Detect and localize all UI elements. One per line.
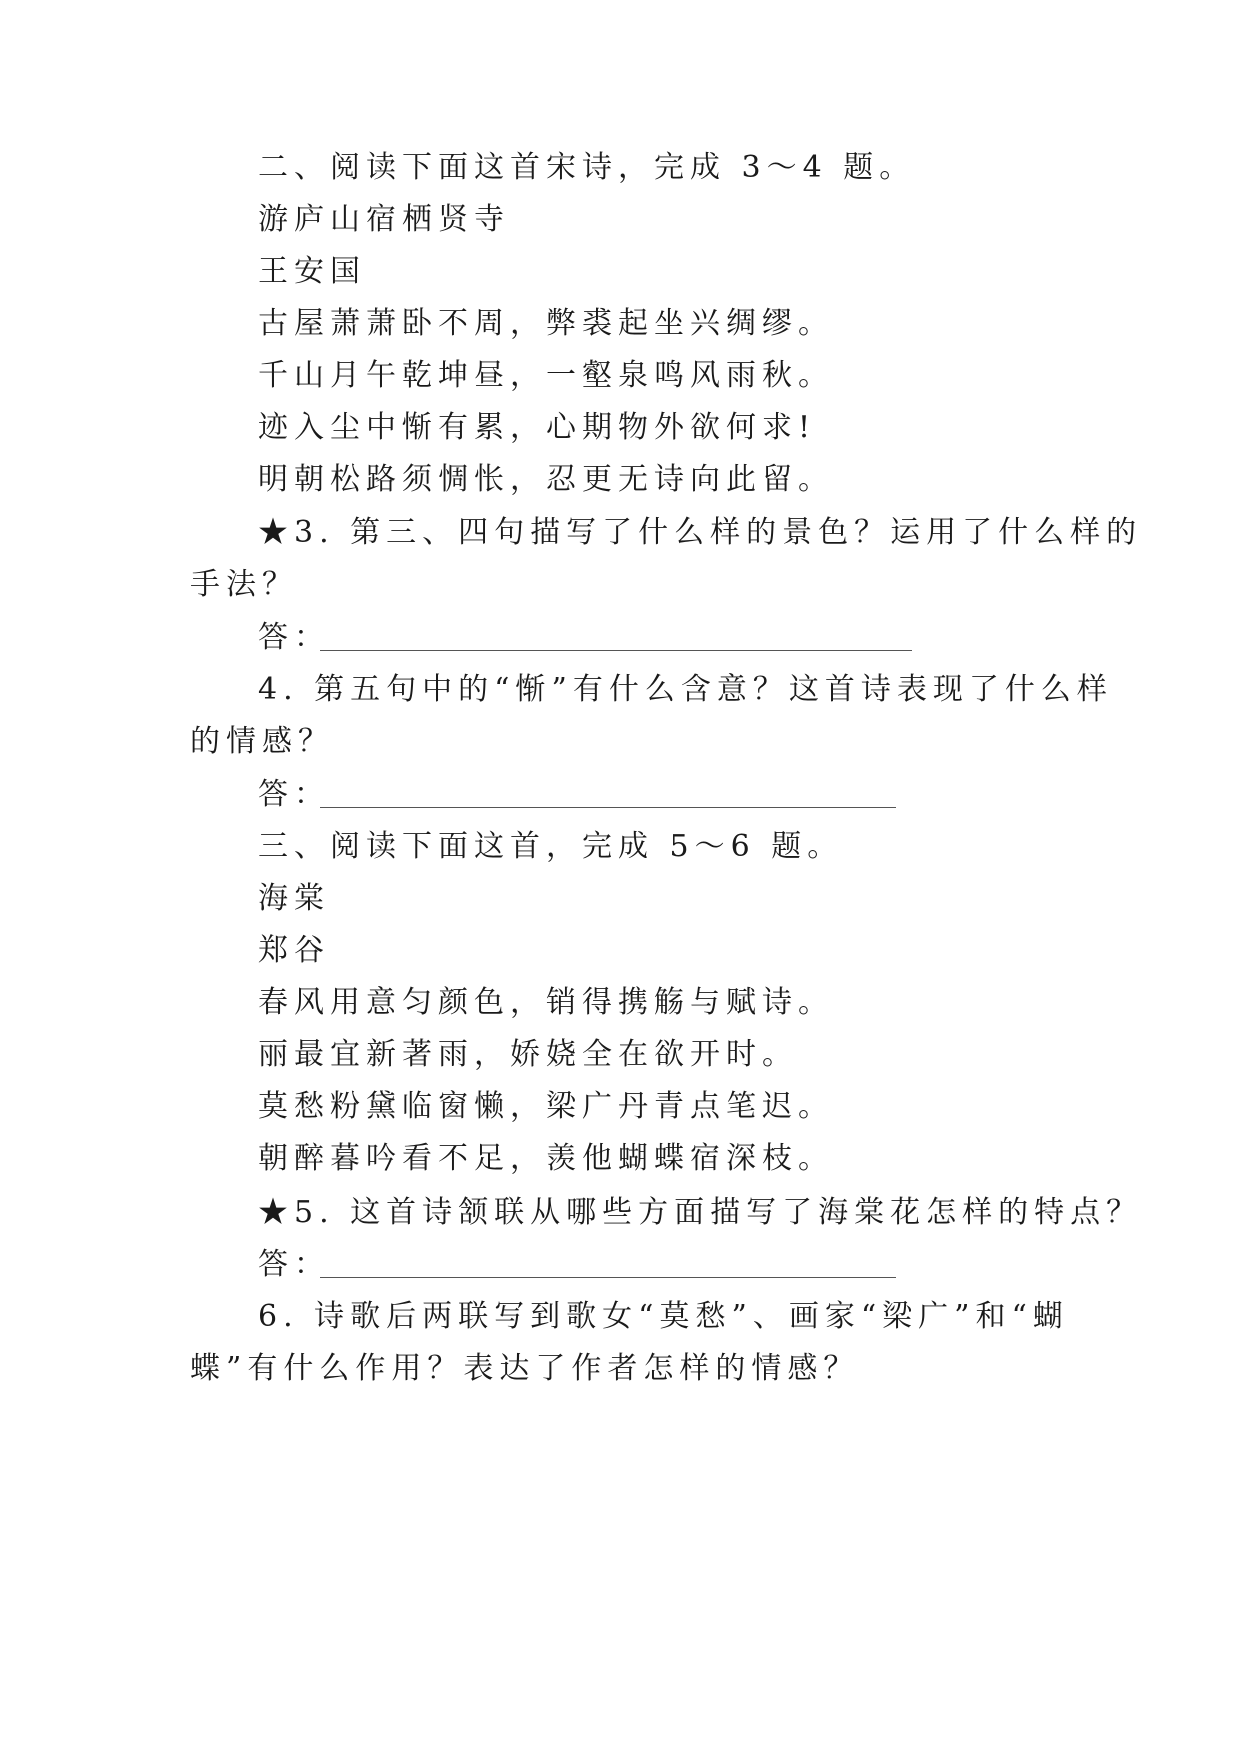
answer-label: 答： bbox=[258, 1247, 330, 1282]
poem-line: 丽最宜新著雨，娇娆全在欲开时。 bbox=[258, 1037, 798, 1072]
poem-line: 千山月午乾坤昼，一壑泉鸣风雨秋。 bbox=[258, 358, 834, 393]
answer-blank-3[interactable] bbox=[320, 1277, 896, 1278]
section-heading-3: 三、阅读下面这首，完成 5～6 题。 bbox=[258, 829, 844, 864]
poem-line: 迹入尘中惭有累，心期物外欲何求! bbox=[258, 410, 817, 445]
answer-blank-2[interactable] bbox=[320, 807, 896, 808]
answer-blank-1[interactable] bbox=[320, 650, 912, 651]
question-6: 6. 诗歌后两联写到歌女“莫愁”、画家“梁广”和“蝴 bbox=[258, 1299, 1069, 1334]
poem-line: 古屋萧萧卧不周，弊裘起坐兴绸缪。 bbox=[258, 306, 834, 341]
answer-label: 答： bbox=[258, 777, 330, 812]
poem-title-1: 游庐山宿栖贤寺 bbox=[258, 202, 510, 237]
poem-line: 春风用意匀颜色，销得携觞与赋诗。 bbox=[258, 985, 834, 1020]
question-6-cont: 蝶”有什么作用？表达了作者怎样的情感？ bbox=[190, 1351, 860, 1386]
answer-label: 答： bbox=[258, 620, 330, 655]
poem-title-2: 海棠 bbox=[258, 881, 330, 916]
question-5: ★5. 这首诗颔联从哪些方面描写了海棠花怎样的特点？ bbox=[258, 1195, 1143, 1230]
question-4-cont: 的情感？ bbox=[190, 724, 334, 759]
question-3: ★3. 第三、四句描写了什么样的景色？运用了什么样的 bbox=[258, 515, 1143, 550]
poem-line: 莫愁粉黛临窗懒，梁广丹青点笔迟。 bbox=[258, 1089, 834, 1124]
question-4: 4. 第五句中的“惭”有什么含意？这首诗表现了什么样 bbox=[258, 672, 1113, 707]
poem-author-1: 王安国 bbox=[258, 254, 366, 289]
section-heading-2: 二、阅读下面这首宋诗，完成 3～4 题。 bbox=[258, 150, 916, 185]
question-3-cont: 手法？ bbox=[190, 567, 298, 602]
poem-line: 明朝松路须惆怅，忍更无诗向此留。 bbox=[258, 462, 834, 497]
poem-author-2: 郑谷 bbox=[258, 933, 330, 968]
poem-line: 朝醉暮吟看不足，羡他蝴蝶宿深枝。 bbox=[258, 1141, 834, 1176]
